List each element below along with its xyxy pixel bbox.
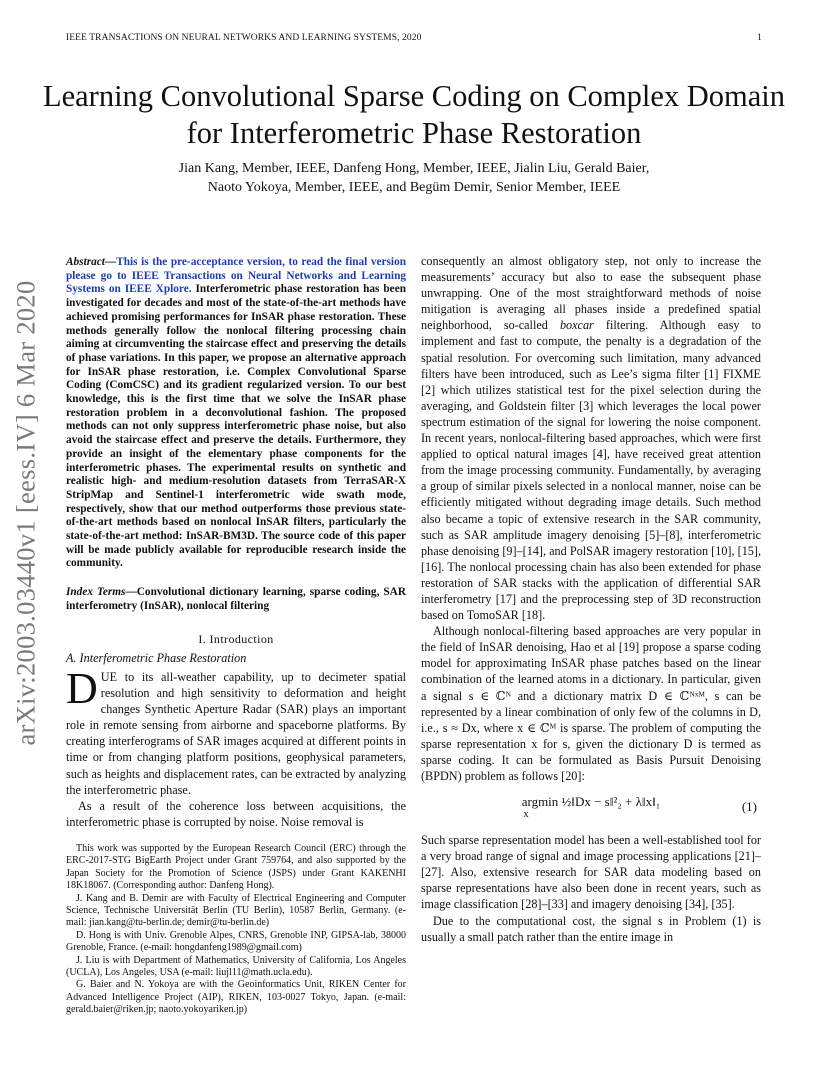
equation-subscript: x — [523, 809, 529, 821]
footnotes — [66, 843, 406, 1017]
footnote-affiliation-baier-yokoya: G. Baier and N. Yokoya are with the Geoinformatics Unit, RIKEN Center for Advanced Intelligence Project (AIP), RIKEN, 103-0027 Tokyo, Japan. (e-mail: gerald.baier@riken.jp; naoto.yokoyariken.jp) — [66, 979, 406, 1016]
authors-line-2: Naoto Yokoya, Member, IEEE, and Begüm Demir, Senior Member, IEEE — [207, 180, 621, 195]
intro-paragraph-2: As a result of the coherence loss between acquisitions, the interferometric phase is corrupted by noise. Noise removal is — [66, 798, 406, 829]
subsection-heading: A. Interferometric Phase Restoration — [66, 651, 247, 665]
journal-name: IEEE TRANSACTIONS ON NEURAL NETWORKS AND LEARNING SYSTEMS, 2020 — [66, 33, 422, 43]
abstract-text: Interferometric phase restoration has been investigated for decades and most of the state-of-the-art methods have achieved promising performances for InSAR phase restoration. These methods generally follow the nonlocal filtering processing chain aiming at circumventing the staircase effect and preserving the details of phase variations. In this paper, we propose an alternative approach for InSAR phase restoration, i.e. Complex Convolutional Sparse Coding (ComCSC) and its gradient regularized version. To our best knowledge, this is the first time that we solve the InSAR phase restoration problem in a deconvolutional fashion. The proposed methods can not only suppress interferometric phase noise, but also avoid the staircase effect and preserve the details. Furthermore, they provide an insight of the elementary phase components for the interferometric phases. The experimental results on synthetic and realistic high- and medium-resolution datasets from TerraSAR-X StripMap and Sentinel-1 interferometric wide swath mode, respectively, show that our method outperforms those previous state-of-the-art methods based on nonlocal InSAR filters, particularly the state-of-the-art method: InSAR-BM3D. The source code of this paper will be made publicly available for reproducible research inside the community. — [66, 283, 406, 570]
equation-1 — [421, 790, 761, 824]
right-paragraph-1 — [421, 253, 761, 623]
right-paragraph-2: Although nonlocal-filtering based approaches are very popular in the field of InSAR denoising, Hao et al [19] propose a sparse coding model for approximating InSAR phase patches based on the linear combination of the learned atoms in a dictionary. In particular, given a signal s ∈ ℂᴺ and a dictionary matrix D ∈ ℂᴺˣᴹ, s can be represented by a linear combination of only few of the columns in D, i.e., s ≈ Dx, where x ∈ ℂᴹ is sparse. The problem of computing the sparse representation x for s, given the dictionary D is termed as sparse coding. It can be formulated as Basis Pursuit Denoising (BPDN) problem as follows [20]: — [421, 624, 761, 783]
boxcar-term: boxcar — [559, 318, 594, 333]
author-list — [80, 159, 748, 197]
right-paragraph-1-part-b: filtering. Although easy to implement and fast to compute, the penalty is a degradation of the spatial resolution. For overcoming such limitation, many advanced filters have been introduced, such as Lee’s sigma filter [1] FIXME [2] which utilizes statistical test for the pixel selection during the averaging, and Goldstein filter [3] which leverages the local power spectrum estimation of the signal for lowering the noise component. In recent years, nonlocal-filtering based approaches, which were first applied to optical natural images [4], have received great attention from the image processing community. Fundamentally, by averaging a group of similar pixels selected in a nonlocal manner, noise can be efficiently mitigated without degrading image details. Such method also became a topic of extensive research in the SAR community, such as SAR amplitude imagery denoising [5]–[8], interferometric phase denoising [9]–[14], and PolSAR imagery restoration [10], [15], [16]. The nonlocal processing chain has also been extended for phase restoration of SAR stacks with the application of differential SAR interferometry [17] and the preprocessing step of 3D reconstruction based on TomoSAR [18]. — [421, 318, 761, 623]
right-paragraph-1-part-a: consequently an almost obligatory step, not only to increase the measurements’ accuracy but also to ease the subsequent phase unwrapping. One of the most straightforward methods of noise mitigation is averaging all phases inside a predefined spatial neighborhood, so-called — [421, 254, 761, 333]
page-number: 1 — [757, 33, 762, 43]
intro-paragraph-1-text: UE to its all-weather capability, up to decimeter spatial resolution and high sensitivity to deformation and height changes Synthetic Aperture Radar (SAR) plays an important role in remote sensing from airborne and spaceborne platforms. By creating interferograms of SAR images acquired at different points in time or from changing platform positions, geophysical parameters, such as heights and displacement rates, can be extracted by analyzing the interferometric phase. — [66, 670, 406, 797]
intro-paragraph-1 — [66, 664, 406, 798]
right-paragraph-3: Such sparse representation model has been a well-established tool for a very broad range of signal and image processing applications [21]–[27]. Also, extensive research for SAR data modeling based on sparse representations have also been done in recent years, such as image classification [28]–[33] and imagery denoising [34], [35]. — [421, 833, 761, 912]
footnote-affiliation-hong: D. Hong is with Univ. Grenoble Alpes, CNRS, Grenoble INP, GIPSA-lab, 38000 Grenoble, France. (e-mail: hongdanfeng1989@gmail.com) — [66, 929, 406, 954]
footnote-affiliation-liu: J. Liu is with Department of Mathematics, University of California, Los Angeles (UCLA), Los Angeles, USA (e-mail: liujl11@math.ucla.edu). — [66, 954, 406, 979]
index-terms-label: Index Terms— — [66, 586, 137, 598]
right-column — [421, 253, 761, 945]
index-terms — [66, 586, 406, 613]
arxiv-stamp-text: arXiv:2003.03440v1 [eess.IV] 6 Mar 2020 — [10, 280, 41, 746]
abstract-label: Abstract— — [66, 256, 117, 268]
paper-title: Learning Convolutional Sparse Coding on Complex Domain for Interferometric Phase Restoration — [42, 79, 786, 150]
arxiv-stamp — [10, 280, 41, 746]
introduction-body — [66, 664, 406, 830]
section-heading: I. Introduction — [198, 632, 274, 646]
abstract — [66, 256, 406, 571]
right-paragraph-4: Due to the computational cost, the signal s in Problem (1) is usually a small patch rather than the entire image in — [421, 913, 761, 944]
footnote-affiliation-kang-demir: J. Kang and B. Demir are with Faculty of Electrical Engineering and Computer Science, Technische Universität Berlin (TU Berlin), 10587 Berlin, Germany. (e-mail: jian.kang@tu-berlin.de; demir@tu-berlin.de) — [66, 892, 406, 929]
equation-body: argmin ½‖Dx − s‖²₂ + λ‖x‖₁ — [521, 794, 661, 810]
drop-cap: D — [66, 664, 98, 713]
index-terms-text: Convolutional dictionary learning, sparse coding, SAR interferometry (InSAR), nonlocal filtering — [66, 586, 406, 612]
running-header — [66, 33, 762, 43]
footnote-funding: This work was supported by the European Research Council (ERC) through the ERC-2017-STG BigEarth Project under Grant 759764, and also supported by the Japan Society for the Promotion of Science (JSPS) under Grant KAKENHI 18K18067. (Corresponding author: Danfeng Hong). — [66, 843, 406, 892]
equation-number: (1) — [741, 799, 757, 815]
authors-line-1: Jian Kang, Member, IEEE, Danfeng Hong, Member, IEEE, Jialin Liu, Gerald Baier, — [178, 161, 650, 176]
abstract-version-link[interactable]: This is the pre-acceptance version, to read the final version please go to IEEE Transactions on Neural Networks and Learning Systems on IEEE Xplore. — [66, 256, 406, 296]
